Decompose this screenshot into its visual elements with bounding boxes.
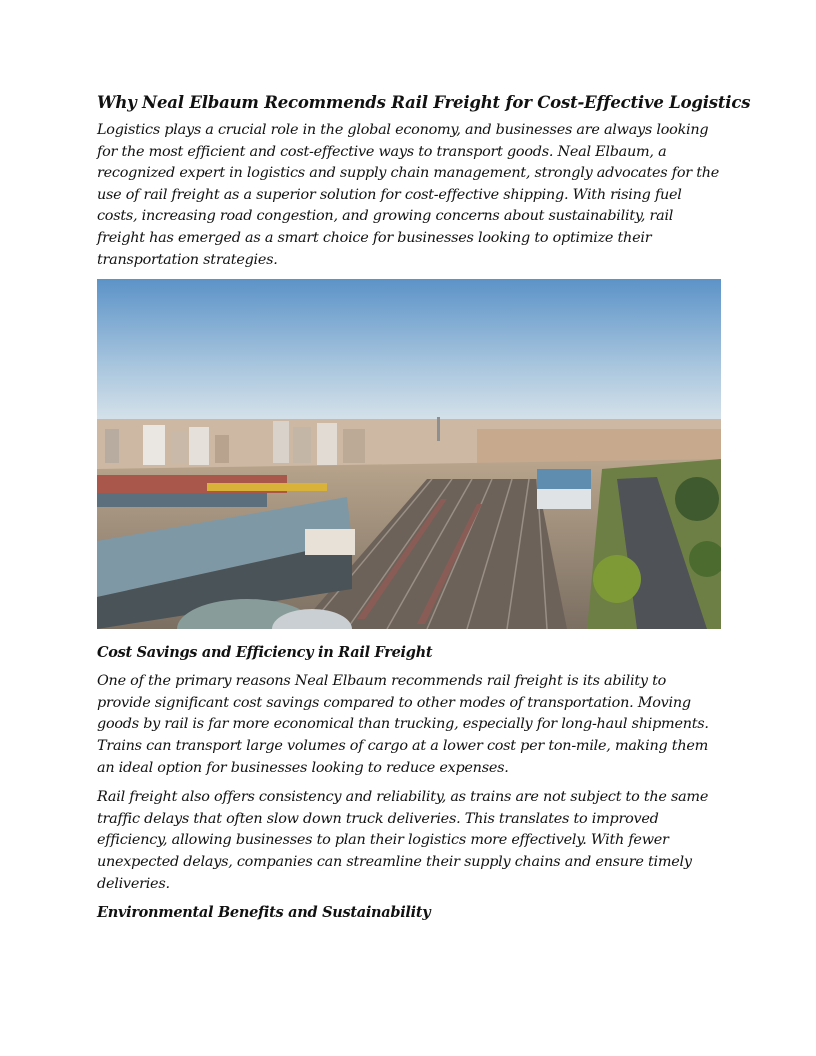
section-heading-cost-savings: Cost Savings and Efficiency in Rail Freight — [97, 644, 433, 662]
cost-savings-paragraph-2: Rail freight also offers consistency and reliability, as trains are not subject to the same traffic delays that often slow down truck deliveries. This translates to improved efficiency, allowing businesses to plan their logistics more effectively. With fewer unexpected delays, companies can streamline their supply chains and ensure timely deliveries. — [97, 789, 709, 892]
document-title: Why Neal Elbaum Recommends Rail Freight for Cost-Effective Logistics — [97, 93, 751, 112]
intro-paragraph: Logistics plays a crucial role in the global economy, and businesses are always looking for the most efficient and cost-effective ways to transport goods. Neal Elbaum, a recognized expert in logistics and supply chain management, strongly advocates for the use of rail freight as a superior solution for cost-effective shipping. With rising fuel costs, increasing road congestion, and growing concerns about sustainability, rail freight has emerged as a smart choice for businesses looking to optimize their transportation strategies. — [97, 122, 720, 268]
document-page — [97, 92, 751, 931]
rail-yard-photo — [97, 279, 721, 629]
section-heading-environmental: Environmental Benefits and Sustainability — [97, 904, 431, 922]
cost-savings-paragraph-1: One of the primary reasons Neal Elbaum recommends rail freight is its ability to provide significant cost savings compared to other modes of transportation. Moving goods by rail is far more economical than trucking, especially for long-haul shipments. Trains can transport large volumes of cargo at a lower cost per ton-mile, making them an ideal option for businesses looking to reduce expenses. — [97, 673, 709, 776]
